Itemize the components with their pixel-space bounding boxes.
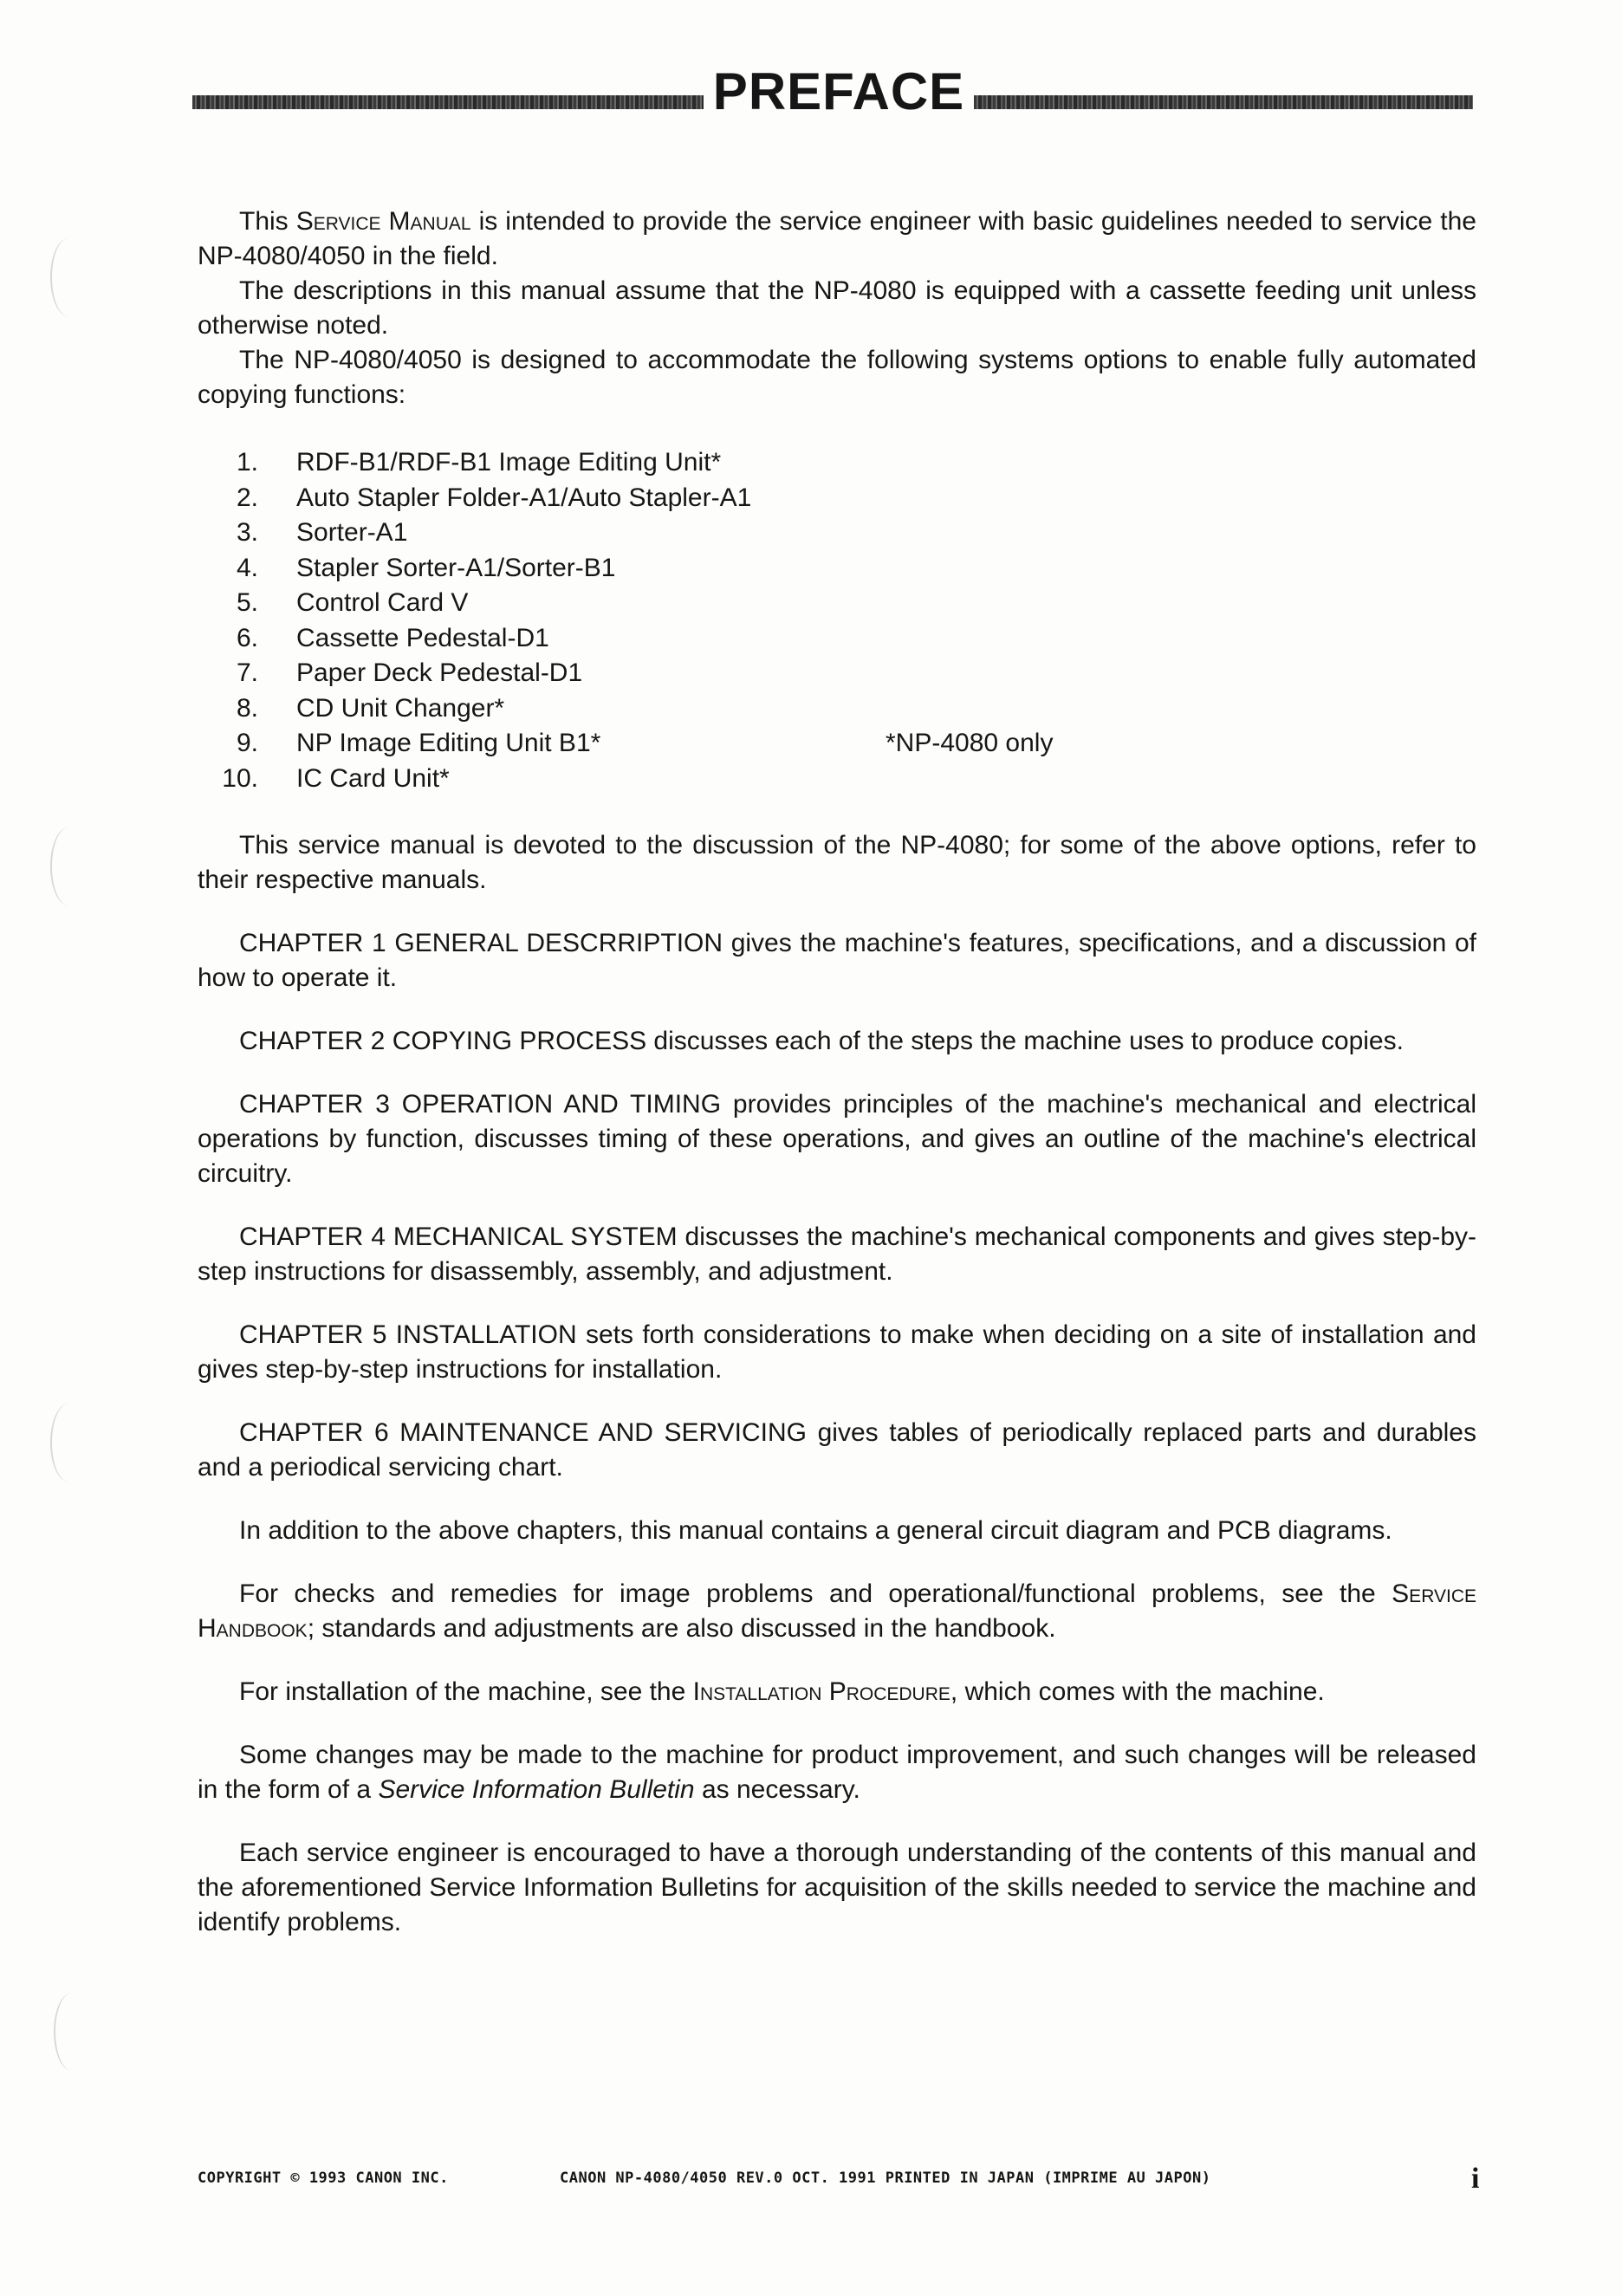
option-text: RDF-B1/RDF-B1 Image Editing Unit*: [296, 448, 722, 477]
chapter-2-paragraph: CHAPTER 2 COPYING PROCESS discusses each of the steps the machine uses to produce copies.: [239, 1027, 1404, 1055]
install-text-a: For installation of the machine, see the: [239, 1677, 693, 1706]
option-item: [198, 445, 1476, 481]
page-title: PREFACE: [712, 62, 965, 120]
chapter-4-paragraph: CHAPTER 4 MECHANICAL SYSTEM discusses the machine's mechanical components and gives step-by-step instructions for disassembly, assembly, and adjustment.: [198, 1223, 1476, 1286]
option-number: 9.: [236, 729, 258, 757]
option-item: [198, 586, 1476, 621]
addition-paragraph: In addition to the above chapters, this manual contains a general circuit diagram and PCB diagrams.: [239, 1516, 1392, 1545]
option-text: CD Unit Changer*: [296, 693, 505, 723]
checks-paragraph: [198, 1577, 1476, 1646]
option-item: [198, 551, 1476, 587]
option-text: Cassette Pedestal-D1: [296, 623, 549, 652]
devoted-paragraph: This service manual is devoted to the discussion of the NP-4080; for some of the above options, refer to their respective manuals.: [198, 831, 1476, 894]
options-list: [198, 445, 1476, 796]
page-number: i: [1471, 2163, 1480, 2195]
install-text-b: , which comes with the machine.: [950, 1677, 1325, 1706]
chapter-5-paragraph: CHAPTER 5 INSTALLATION sets forth considerations to make when deciding on a site of installation and gives step-by-step instructions for installation.: [198, 1320, 1476, 1384]
print-info: CANON NP-4080/4050 REV.0 OCT. 1991 PRINTED IN JAPAN (IMPRIME AU JAPON): [560, 2170, 1211, 2187]
option-item: [198, 656, 1476, 691]
copyright-notice: COPYRIGHT © 1993 CANON INC.: [198, 2170, 449, 2187]
binder-hole-mark: [54, 1993, 90, 2071]
binder-hole-mark: [50, 827, 87, 905]
option-number: 5.: [236, 588, 258, 617]
option-item: [198, 762, 1476, 797]
chapter-6-paragraph: CHAPTER 6 MAINTENANCE AND SERVICING gives tables of periodically replaced parts and durables and a periodical servicing chart.: [198, 1418, 1476, 1482]
option-number: 7.: [236, 658, 258, 687]
intro-paragraph-2: The descriptions in this manual assume that the NP-4080 is equipped with a cassette feeding unit unless otherwise noted.: [198, 276, 1476, 340]
intro-paragraph-3: The NP-4080/4050 is designed to accommodate the following systems options to enable fully automated copying functions:: [198, 346, 1476, 409]
option-number: 2.: [236, 483, 258, 512]
option-number: 3.: [236, 518, 258, 547]
option-item: [198, 691, 1476, 727]
intro-block: [198, 204, 1476, 412]
header-rule-left: [192, 95, 704, 109]
option-text: Sorter-A1: [296, 518, 408, 547]
preface-body: [198, 204, 1476, 1968]
intro-paragraph-1: [198, 204, 1476, 274]
option-number: 1.: [236, 448, 258, 477]
changes-text-a: Some changes may be made to the machine for product improvement, and such changes will be released in the form of a: [198, 1741, 1476, 1804]
option-text: Control Card V: [296, 588, 469, 617]
page-header: [192, 57, 1473, 126]
option-text: NP Image Editing Unit B1*: [296, 729, 601, 757]
options-footnote: *NP-4080 only: [886, 729, 1054, 757]
intro-p1-text-a: This: [239, 207, 296, 236]
service-manual-term: Service Manual: [295, 207, 471, 236]
changes-paragraph: [198, 1738, 1476, 1807]
option-number: 4.: [236, 553, 258, 582]
changes-text-b: as necessary.: [694, 1775, 860, 1804]
option-item: [198, 726, 1476, 762]
installation-procedure-term: Installation Procedure: [692, 1677, 950, 1706]
option-text: Paper Deck Pedestal-D1: [296, 658, 583, 687]
binder-hole-mark: [50, 1404, 87, 1482]
option-item: [198, 516, 1476, 551]
header-rule-right: [974, 95, 1473, 109]
option-number: 10.: [222, 763, 258, 793]
service-handbook-term: Service Handbook: [198, 1579, 1476, 1643]
option-text: IC Card Unit*: [296, 763, 450, 793]
option-text: Stapler Sorter-A1/Sorter-B1: [296, 553, 616, 582]
checks-text-b: ; standards and adjustments are also discussed in the handbook.: [307, 1614, 1056, 1643]
chapter-1-paragraph: CHAPTER 1 GENERAL DESCRRIPTION gives the machine's features, specifications, and a discussion of how to operate it.: [198, 929, 1476, 992]
option-item: [198, 621, 1476, 657]
checks-text-a: For checks and remedies for image problems and operational/functional problems, see the: [239, 1579, 1392, 1608]
page-footer: [198, 2163, 1480, 2197]
intro-p1-text-b: is intended to provide the service engineer with basic guidelines needed to service the NP-4080/4050 in the field.: [198, 207, 1476, 270]
binder-hole-mark: [50, 238, 87, 316]
encouragement-paragraph: Each service engineer is encouraged to have a thorough understanding of the contents of this manual and the aforementioned Service Information Bulletins for acquisition of the skills needed to service the machine and identify problems.: [198, 1839, 1476, 1936]
chapter-3-paragraph: CHAPTER 3 OPERATION AND TIMING provides principles of the machine's mechanical and electrical operations by function, discusses timing of these operations, and gives an outline of the machine's electrical circuitry.: [198, 1090, 1476, 1188]
option-number: 6.: [236, 623, 258, 652]
option-number: 8.: [236, 693, 258, 723]
option-text: Auto Stapler Folder-A1/Auto Stapler-A1: [296, 483, 752, 512]
installation-paragraph: [198, 1675, 1476, 1709]
options-list-block: [198, 445, 1476, 797]
option-item: [198, 481, 1476, 516]
service-information-bulletin-term: Service Information Bulletin: [378, 1775, 695, 1804]
